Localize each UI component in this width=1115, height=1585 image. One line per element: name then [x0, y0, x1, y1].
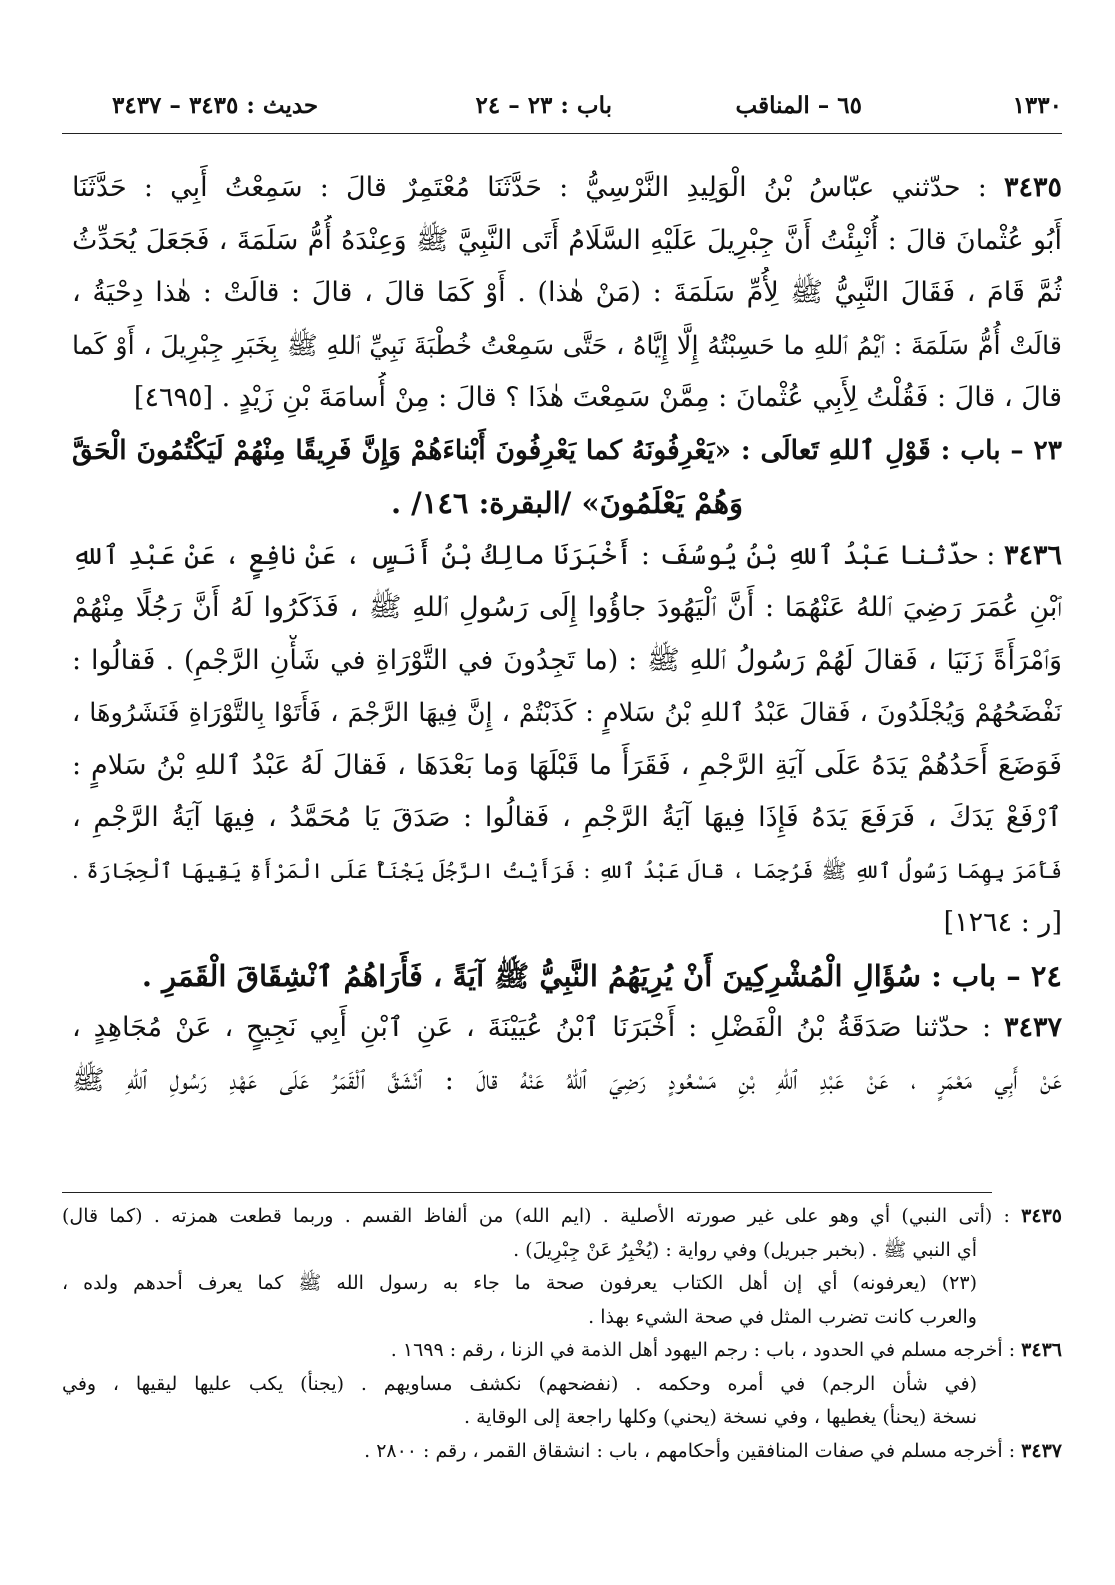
footnote-line: [62, 1301, 1062, 1335]
cross-reference: [ر : ١٢٦٤]: [943, 907, 1062, 938]
book-page: [62, 0, 1062, 1585]
footnote-line: [62, 1368, 1062, 1402]
hadith-number: ٣٤٣٥: [1003, 172, 1062, 203]
text-line: [72, 635, 1062, 688]
footnote-number: ٣٤٣٥: [1021, 1205, 1062, 1227]
hadith-text: ثُمَّ قَامَ ، فَقَالَ النَّبِيُّ ﷺ لِأُمِّ سَلَمَةَ : (مَنْ هٰذا) . أَوْ كَمَا قالَ ، قالَ : قالَتْ : هٰذا دِحْيَةُ ،: [72, 277, 1062, 308]
text-line: [72, 1002, 1062, 1055]
text-line: [72, 1055, 1062, 1108]
text-line: [72, 792, 1062, 845]
footnote-text: : (أتى النبي) أي وهو على غير صورته الأصلية . (ايم الله) من ألفاظ القسم . وربما قطعت همزته . (كما قال): [62, 1205, 1010, 1227]
footnote-text: أي النبي ﷺ . (بخبر جبريل) وفي رواية : (يُخْبِرُ عَنْ جِبْرِيلَ) .: [513, 1238, 977, 1261]
hadith-text: قالَ ، قالَ : فَقُلْتُ لِأَبِي عُثْمانَ : مِمَّنْ سَمِعْتَ هٰذَا ؟ قالَ : مِنْ أُسامَةَ بْنِ زَيْدٍ . [٤٦٩٥]: [133, 382, 1062, 413]
text-line: [72, 372, 1062, 425]
footnote-text: نسخة (يحنأ) يغطيها ، وفي نسخة (يحني) وكلها راجعة إلى الوقاية .: [464, 1406, 977, 1428]
footnote-line: [62, 1234, 1062, 1268]
text-line: [72, 740, 1062, 793]
chapter-heading: [72, 477, 1062, 530]
header-rule: [62, 133, 1062, 134]
hadith-text: : حدّثنا عَبْدُ ٱللهِ بْنُ يُوسُفَ : أَخْبَرَنَا مالِكُ بْنُ أَنَسٍ ، عَنْ نافِعٍ ، عَنْ عَبْدِ ٱللهِ: [72, 539, 996, 571]
bab-range: باب : ٢٣ – ٢٤: [475, 92, 612, 119]
footnote-text: (في شأن الرجم) في أمره وحكمه . (نفضحهم) نكشف مساويهم . (يجنأ) يكب عليها ليقيها ، وفي: [62, 1372, 977, 1395]
footnote-number: ٣٤٣٦: [1021, 1339, 1062, 1361]
hadith-text: ٱرْفَعْ يَدَكَ ، فَرَفَعَ يَدَهُ فَإِذَا فِيهَا آيَةُ الرَّجْمِ ، فَقالُوا : صَدَقَ يَا مُحَمَّدُ ، فِيهَا آيَةُ الرَّجْمِ ،: [72, 802, 1062, 833]
main-text: [72, 162, 1062, 1107]
footnote-line: [62, 1401, 1062, 1435]
chapter-heading-text: ٢٤ – باب : سُؤَالِ الْمُشْرِكِينَ أَنْ يُرِيَهُمُ النَّبِيُّ ﷺ آيَةً ، فَأَرَاهُمُ ٱنْشِقَاقَ الْقَمَرِ .: [141, 958, 1062, 993]
footnote-text: (٢٣) (يعرفونه) أي إن أهل الكتاب يعرفون صحة ما جاء به رسول الله ﷺ كما يعرف أحدهم ولده ،: [62, 1272, 977, 1294]
text-line: [72, 215, 1062, 268]
text-line: [72, 687, 1062, 740]
text-line: [72, 162, 1062, 215]
hadith-text: نَفْضَحُهُمْ وَيُجْلَدُونَ ، فَقالَ عَبْدُ ٱللهِ بْنُ سَلامٍ : كَذَبْتُمْ ، إِنَّ فِيهَا الرَّجْمَ ، فَأَتَوْا بِالتَّوْرَاةِ فَنَشَرُوهَا ،: [72, 698, 1062, 728]
footnote-text: : أخرجه مسلم في الحدود ، باب : رجم اليهود أهل الذمة في الزنا ، رقم : ١٦٩٩ .: [390, 1339, 1016, 1361]
chapter-heading: [72, 425, 1062, 478]
footnote-line: [62, 1200, 1062, 1234]
hadith-text: قالَتْ أُمُّ سَلَمَةَ : ٱيْمُ ٱللهِ ما حَسِبْتُهُ إِلَّا إِيَّاهُ ، حَتَّى سَمِعْتُ خُطْبَةَ نَبِيِّ ٱللهِ ﷺ بِخَبَرِ جِبْرِيلَ ، أَوْ كَما: [72, 330, 1062, 361]
footnote-line: [62, 1334, 1062, 1368]
text-line: [72, 530, 1062, 583]
hadith-text: فَأَمَرَ بِهِمَا رَسُولُ ٱللهِ ﷺ فَرُجِمَا ، قالَ عَبْدُ ٱللهِ : فَرَأَيْتُ الرَّجُلَ يَجْنَأُ عَلَى الْمَرْأَةِ يَقِيهَا ٱلْحِجَارَةَ .: [72, 858, 1062, 883]
page-number: ١٣٣٠: [1012, 92, 1062, 119]
chapter-title: ٦٥ – المناقب: [735, 92, 862, 119]
footnote-line: [62, 1435, 1062, 1469]
text-line: [72, 582, 1062, 635]
footnotes: [62, 1200, 1062, 1468]
footnote-text: : أخرجه مسلم في صفات المنافقين وأحكامهم ، باب : انشقاق القمر ، رقم : ٢٨٠٠ .: [364, 1439, 1016, 1462]
footnote-number: ٣٤٣٧: [1021, 1439, 1062, 1462]
hadith-number: ٣٤٣٧: [1003, 1012, 1062, 1043]
text-line: [72, 267, 1062, 320]
chapter-heading-text: وَهُمْ يَعْلَمُونَ» /البقرة: ١٤٦/ .: [390, 486, 744, 520]
text-line: [72, 320, 1062, 373]
hadith-text: أَبُو عُثْمانَ قالَ : أُنْبِئْتُ أَنَّ جِبْرِيلَ عَلَيْهِ السَّلَامُ أَتَى النَّبِيَّ ﷺ وَعِنْدَهُ أُمُّ سَلَمَةَ ، فَجَعَلَ يُحَدِّثُ: [72, 224, 1062, 256]
hadith-number: ٣٤٣٦: [1003, 539, 1062, 571]
chapter-heading: [72, 950, 1062, 1003]
hadith-text: وَٱمْرَأَةً زَنَيَا ، فَقالَ لَهُمْ رَسُولُ ٱللهِ ﷺ : (ما تَجِدُونَ في التَّوْرَاةِ في شَأْنِ الرَّجْمِ) . فَقالُوا :: [72, 644, 1062, 676]
text-line: [72, 897, 1062, 950]
hadith-text: : حدّثنا صَدَقَةُ بْنُ الْفَضْلِ : أَخْبَرَنَا ٱبْنُ عُيَيْنَةَ ، عَنِ ٱبْنِ أَبِي نَجِيحٍ ، عَنْ مُجَاهِدٍ ،: [72, 1012, 992, 1043]
text-line: [72, 845, 1062, 898]
hadith-range: حديث : ٣٤٣٥ – ٣٤٣٧: [112, 92, 319, 119]
hadith-text: فَوَضَعَ أَحَدُهُمْ يَدَهُ عَلَى آيَةِ الرَّجْمِ ، فَقَرَأَ ما قَبْلَهَا وَما بَعْدَهَا ، فَقالَ لَهُ عَبْدُ ٱللهِ بْنُ سَلامٍ :: [72, 749, 1062, 781]
page-header: [62, 86, 1062, 126]
hadith-text: : حدّثني عبّاسُ بْنُ الْوَلِيدِ النَّرْسِيُّ : حَدَّثَنَا مُعْتَمِرٌ قالَ : سَمِعْتُ أَبِي : حَدَّثَنَا: [72, 172, 987, 203]
hadith-text: ٱبْنِ عُمَرَ رَضِيَ ٱللهُ عَنْهُمَا : أَنَّ ٱلْيَهُودَ جاؤُوا إِلَى رَسُولِ ٱللهِ ﷺ ، فَذَكَرُوا لَهُ أَنَّ رَجُلًا مِنْهُمْ: [72, 592, 1062, 623]
hadith-text: عَنْ أَبِي مَعْمَرٍ ، عَنْ عَبْدِ ٱللهِ بْنِ مَسْعُودٍ رَضِيَ ٱللهُ عَنْهُ قالَ : ٱنْشَقَّ ٱلْقَمَرُ عَلَى عَهْدِ رَسُولِ ٱللهِ ﷺ: [72, 1064, 1062, 1096]
footnote-line: [62, 1267, 1062, 1301]
footnote-text: والعرب كانت تضرب المثل في صحة الشيء بهذا .: [588, 1305, 977, 1328]
chapter-heading-text: ٢٣ – باب : قَوْلِ ٱللهِ تَعالَى : «يَعْرِفُونَهُ كما يَعْرِفُونَ أَبْناءَهُمْ وَإِنَّ فَرِيقًا مِنْهُمْ لَيَكْتُمُونَ الْحَقَّ: [72, 434, 1062, 466]
footnote-rule: [62, 1192, 992, 1193]
